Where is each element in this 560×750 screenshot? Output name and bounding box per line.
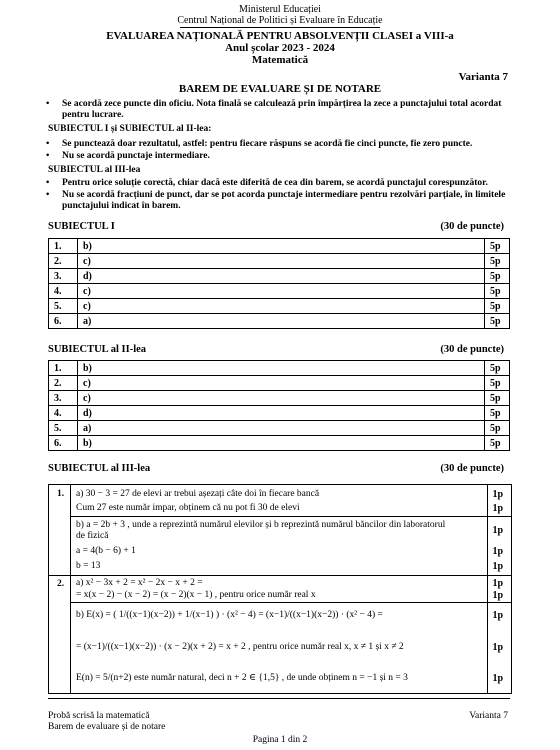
- row-number: 2.: [49, 254, 78, 269]
- question-number-1: 1.: [57, 489, 65, 499]
- points-q2-b1: 1p: [492, 610, 503, 621]
- instruction-section-3: SUBIECTUL al III-lea: [48, 165, 141, 175]
- row-divider: [49, 575, 511, 576]
- ministry-header: Ministerul Educației: [239, 4, 321, 15]
- table-row: [49, 406, 510, 421]
- points-cell: 5p: [485, 314, 510, 329]
- instruction-bullet-2: • Se punctează doar rezultatul, astfel: pentru fiecare răspuns se acordă fie cinci puncte, fie zero puncte.: [62, 139, 517, 150]
- points-q1-b1: 1p: [492, 525, 503, 536]
- answer-cell: a): [78, 421, 485, 436]
- row-number: 1.: [49, 361, 78, 376]
- row-number: 5.: [49, 421, 78, 436]
- table-row: [49, 421, 510, 436]
- answer-cell: d): [78, 406, 485, 421]
- q1-b-line3: b = 13: [76, 561, 101, 571]
- q1-a-line1: a) 30 − 3 = 27 de elevi ar trebui așezați câte doi în fiecare bancă: [76, 489, 320, 499]
- row-number: 2.: [49, 376, 78, 391]
- instruction-bullet-4: • Pentru orice soluție corectă, chiar dacă este diferită de cea din barem, se acordă punctajul corespunzător.: [62, 178, 517, 189]
- table-row: [49, 314, 510, 329]
- answer-cell: c): [78, 254, 485, 269]
- instruction-bullet-5: • Nu se acordă fracțiuni de punct, dar se pot acorda punctaje intermediare pentru rezolvări parțiale, în limitele punctajului indicat în barem.: [62, 190, 517, 212]
- row-divider: [70, 602, 511, 603]
- subiect2-table: [48, 360, 510, 451]
- row-number: 6.: [49, 436, 78, 451]
- points-cell: 5p: [485, 436, 510, 451]
- points-q1-b3: 1p: [492, 561, 503, 572]
- q1-b-line1: b) a = 2b + 3 , unde a reprezintă numărul elevilor și b reprezintă numărul băncilor din laboratorul: [76, 520, 446, 530]
- points-cell: 5p: [485, 391, 510, 406]
- footer-divider: [48, 698, 510, 699]
- points-q2-a1: 1p: [492, 578, 503, 589]
- header-divider: [180, 27, 380, 28]
- row-number: 4.: [49, 284, 78, 299]
- barem-title: BAREM DE EVALUARE ȘI DE NOTARE: [178, 83, 382, 95]
- answer-cell: c): [78, 376, 485, 391]
- points-cell: 5p: [485, 239, 510, 254]
- q2-a-line1: a) x² − 3x + 2 = x² − 2x − x + 2 =: [76, 578, 203, 588]
- table-row: [49, 391, 510, 406]
- subiect3-header: [48, 463, 518, 474]
- q1-a-line2: Cum 27 este număr impar, obținem că nu pot fi 30 de elevi: [76, 503, 300, 513]
- table-row: [49, 269, 510, 284]
- points-cell: 5p: [485, 269, 510, 284]
- table-row: [49, 376, 510, 391]
- subiect3-title: SUBIECTUL al III-lea: [48, 463, 151, 474]
- points-cell: 5p: [485, 299, 510, 314]
- row-number: 4.: [49, 406, 78, 421]
- subiect2-header: [48, 344, 518, 355]
- subiect3-points: (30 de puncte): [440, 463, 504, 474]
- table-row: [49, 284, 510, 299]
- school-year: Anul școlar 2023 - 2024: [225, 42, 335, 54]
- points-q1-a1: 1p: [492, 489, 503, 500]
- answer-cell: c): [78, 299, 485, 314]
- variant-label: Varianta 7: [458, 71, 508, 83]
- q2-a-line2: = x(x − 2) − (x − 2) = (x − 2)(x − 1) , pentru orice număr real x: [76, 590, 316, 600]
- points-cell: 5p: [485, 421, 510, 436]
- subiect2-title: SUBIECTUL al II-lea: [48, 344, 147, 355]
- page-number: Pagina 1 din 2: [252, 735, 308, 745]
- points-cell: 5p: [485, 376, 510, 391]
- table-row: [49, 254, 510, 269]
- subiect3-grid: [48, 484, 512, 694]
- points-q1-a2: 1p: [492, 503, 503, 514]
- q1-b-line1b: de fizică: [76, 531, 109, 541]
- answer-cell: d): [78, 269, 485, 284]
- points-cell: 5p: [485, 406, 510, 421]
- subiect1-points: (30 de puncte): [440, 221, 504, 232]
- subject-title: Matematică: [251, 54, 309, 66]
- points-cell: 5p: [485, 284, 510, 299]
- footer-left-1: Probă scrisă la matematică: [48, 711, 150, 721]
- footer-left-2: Barem de evaluare și de notare: [48, 722, 166, 732]
- points-q2-b2: 1p: [492, 642, 503, 653]
- center-header: Centrul Național de Politici și Evaluare în Educație: [177, 15, 383, 26]
- points-cell: 5p: [485, 361, 510, 376]
- instruction-bullet-1: • Se acordă zece puncte din oficiu. Nota finală se calculează prin împărțirea la zece a punctajului total acordat pentru lucrare.: [62, 99, 517, 121]
- answer-cell: b): [78, 361, 485, 376]
- row-number: 1.: [49, 239, 78, 254]
- row-number: 6.: [49, 314, 78, 329]
- footer-variant: Varianta 7: [469, 711, 508, 721]
- instruction-bullet-3: • Nu se acordă punctaje intermediare.: [62, 151, 517, 162]
- q2-b-line2: = (x−1)/((x−1)(x−2)) · (x − 2)(x + 2) = x + 2 , pentru orice număr real x, x ≠ 1 și x ≠ 2: [76, 642, 404, 652]
- exam-title: EVALUAREA NAȚIONALĂ PENTRU ABSOLVENȚII CLASEI a VIII-a: [106, 30, 454, 42]
- question-number-2: 2.: [57, 579, 65, 589]
- points-q1-b2: 1p: [492, 546, 503, 557]
- q1-b-line2: a = 4(b − 6) + 1: [76, 546, 136, 556]
- q2-b-line1: b) E(x) = ( 1/((x−1)(x−2)) + 1/(x−1) ) · (x² − 4) = (x−1)/((x−1)(x−2)) · (x² − 4) =: [76, 610, 383, 620]
- subiect1-header: [48, 221, 518, 232]
- instruction-section-12: SUBIECTUL I și SUBIECTUL al II-lea:: [48, 124, 212, 134]
- answer-cell: b): [78, 239, 485, 254]
- q2-b-line3: E(n) = 5/(n+2) este număr natural, deci n + 2 ∈ {1,5} , de unde obținem n = −1 și n = 3: [76, 673, 408, 683]
- table-row: [49, 361, 510, 376]
- answer-cell: b): [78, 436, 485, 451]
- table-row: [49, 436, 510, 451]
- points-q2-a2: 1p: [492, 590, 503, 601]
- points-q2-b3: 1p: [492, 673, 503, 684]
- answer-cell: a): [78, 314, 485, 329]
- row-divider: [70, 516, 511, 517]
- answer-cell: c): [78, 284, 485, 299]
- points-cell: 5p: [485, 254, 510, 269]
- row-number: 3.: [49, 269, 78, 284]
- row-number: 3.: [49, 391, 78, 406]
- table-row: [49, 299, 510, 314]
- subiect1-title: SUBIECTUL I: [48, 221, 115, 232]
- row-number: 5.: [49, 299, 78, 314]
- subiect2-points: (30 de puncte): [440, 344, 504, 355]
- answer-cell: c): [78, 391, 485, 406]
- subiect1-table: [48, 238, 510, 329]
- table-row: [49, 239, 510, 254]
